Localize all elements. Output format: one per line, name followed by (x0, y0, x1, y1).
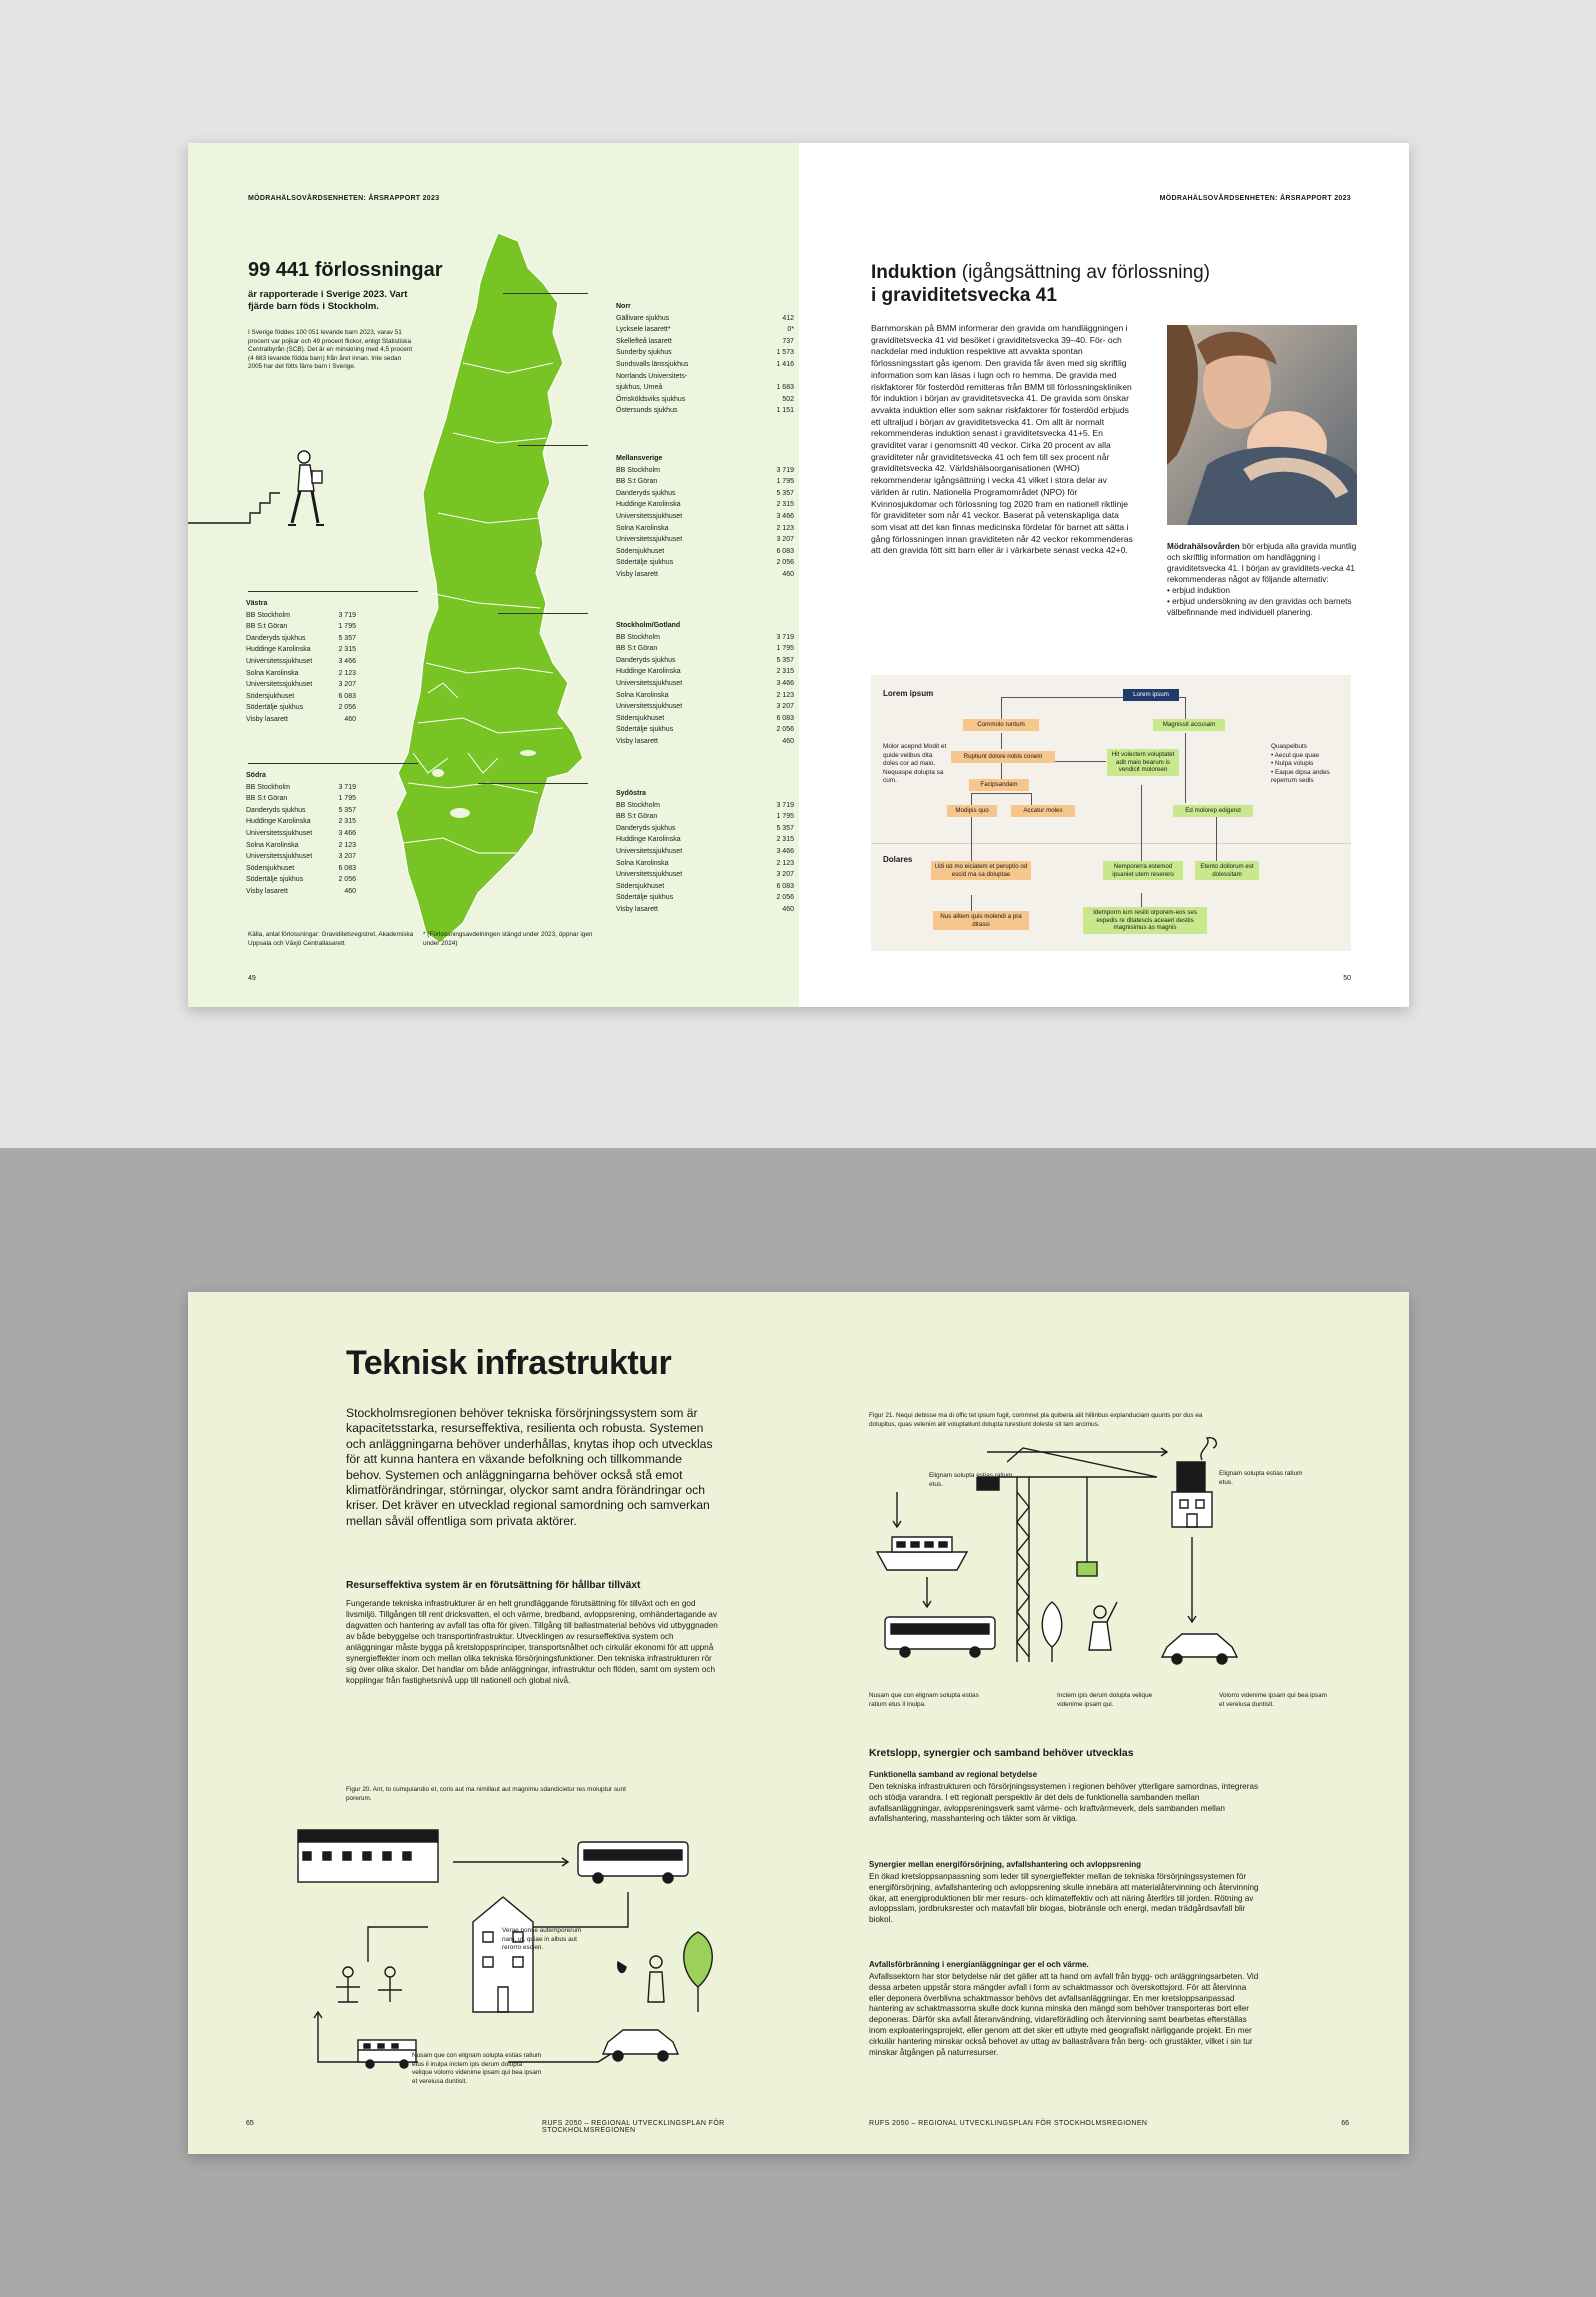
table-row: Södertälje sjukhus 2 056 (616, 559, 794, 567)
table-row: Huddinge Karolinska 2 315 (616, 668, 794, 676)
leader-line (248, 763, 418, 764)
mother-baby-photo (1167, 325, 1357, 525)
leader-line (518, 445, 588, 446)
connector (1185, 697, 1186, 721)
flow-node: Commolo runtum (963, 719, 1039, 731)
table-row: Södersjukhuset 6 083 (246, 692, 356, 700)
table-row: Universitetssjukhuset 3 207 (246, 853, 356, 861)
table-row: BB S:t Göran 1 795 (616, 645, 794, 653)
figure-callout: Inctem ipis derum dolupta velique videnime ipsam qui. (1057, 1692, 1153, 1708)
bullet-item: • erbjud undersökning av den gravidas och barnets välbefinnande med individuell planering. (1167, 597, 1352, 617)
table-row: Visby lasarett 460 (246, 887, 356, 895)
table-row: Gällivare sjukhus 412 (616, 314, 794, 322)
region-table-sodra (246, 770, 356, 898)
flow-node: Nus alitem quis molendi a pra ditassi (933, 911, 1029, 930)
page-circular-systems (799, 1292, 1409, 2154)
table-row: Sundsvalls länssjukhus 1 416 (616, 360, 794, 368)
figure-note: Verae nonse autemporerum nam, ut, quiae in albus aut rerorro escien. (502, 1927, 582, 1952)
table-row: Sunderby sjukhus 1 573 (616, 349, 794, 357)
source-note: Källa, antal förlossningar: Graviditetsregistret, Akademiska Uppsala och Växjö Centrallasarett (248, 931, 414, 947)
connector (1031, 793, 1032, 805)
connector (971, 793, 972, 805)
table-row: BB Stockholm 3 719 (246, 783, 356, 791)
page-number: 66 (1341, 2120, 1349, 2127)
figure-callout: Volorro videnime ipsam qui bea ipsam et vereiusa duntisit. (1219, 1692, 1327, 1708)
region-name: Västra (246, 600, 268, 607)
table-row: Solna Karolinska 2 123 (616, 524, 794, 532)
page-number: 65 (246, 2120, 254, 2127)
connector (1185, 733, 1186, 803)
table-row: Lycksele lasarett* 0* (616, 326, 794, 334)
table-row: BB Stockholm 3 719 (616, 633, 794, 641)
flow-node: Accatur moles (1011, 805, 1075, 817)
figure-note: Nusam que con elignam solupta estias ratium etus il inulpa inctem ipis derum dolupta velique volorro videnime ipsam qui bea ipsam et vereiusa duntisit. (412, 2052, 542, 2085)
flow-node: Ruptiunt dolore nobis conem (951, 751, 1055, 763)
flow-node: Idemporm ium resiiti orporem-eos ses expedis re ditatescis aceaeri destiis magnisimus as magnis (1083, 907, 1207, 934)
flow-node: Udi od mo eiciatem et peruptio od escid ma sa doluptae (931, 861, 1031, 880)
running-head: MÖDRAHÄLSOVÅRDSENHETEN: ÅRSRAPPORT 2023 (248, 195, 440, 202)
region-name: Södra (246, 772, 266, 779)
flow-row-label: Dolares (883, 855, 913, 864)
connector (971, 793, 1031, 794)
flow-left-note: Molor acepnd Modit et quide velibus dita doles cor ad maio. Nequaspe dolupta sa cum. (883, 743, 947, 785)
lede-text: Stockholmsregionen behöver tekniska försörjningssystem som är kapacitetsstarka, resurseffektiva, resilienta och robusta. Systemen och anläggningarna behöver underhållas, knytas ihop och utvecklas för att kunna hantera en växande befolkning och tillkommande behov. Systemen och anläggningarna behöver också stå emot klimatförändringar, störningar, olyckor samt andra förändringar och kriser. Det kräver en utvecklad regional samordning och samverkan mellan såväl offentliga som privata aktörer. (346, 1406, 713, 1528)
region-table-stockholm-gotland (616, 620, 794, 748)
page-number: 49 (248, 975, 256, 982)
table-row: BB Stockholm 3 719 (616, 801, 794, 809)
figure-caption: Figur 21. Nequi debisse ma di offic tet ipsum fugit, commnet pla quiberia alit hillinbus explanduciam quunts por dus ea dolupitus, quas velenim alit voluptatiunt dolupta turestiunt doleste sit lam arcimus. (869, 1412, 1203, 1428)
flow-heading: Lorem ipsum (883, 689, 934, 698)
table-row: Örnsköldsviks sjukhus 502 (616, 395, 794, 403)
table-row: BB S:t Göran 1 795 (616, 813, 794, 821)
subheadline: är rapporterade i Sverige 2023. Vart fjärde barn föds i Stockholm. (248, 289, 408, 312)
table-row: Södersjukhuset 6 083 (616, 547, 794, 555)
table-row: Huddinge Karolinska 2 315 (616, 501, 794, 509)
table-row: BB S:t Göran 1 795 (616, 478, 794, 486)
table-row: Danderyds sjukhus 5 357 (246, 806, 356, 814)
running-foot: RUFS 2050 – REGIONAL UTVECKLINGSPLAN FÖR STOCKHOLMSREGIONEN (542, 2120, 725, 2134)
table-row: Solna Karolinska 2 123 (246, 841, 356, 849)
list-item: • Nulpa volupis (1271, 760, 1314, 768)
table-row: Danderyds sjukhus 5 357 (616, 489, 794, 497)
table-row: Skellefteå lasarett 737 (616, 337, 794, 345)
figure-callout: Elignam solupta estias ratium etus. (1219, 1470, 1303, 1486)
flow-node: Etento dollorum est dolessitam (1195, 861, 1259, 880)
connector (1216, 817, 1217, 867)
connector (1001, 697, 1002, 721)
connector (971, 817, 972, 867)
table-row: Universitetssjukhuset 3 466 (246, 829, 356, 837)
region-name: Mellansverige (616, 455, 663, 462)
page-induction (799, 143, 1409, 1007)
region-name: Stockholm/Gotland (616, 622, 681, 629)
table-row: Huddinge Karolinska 2 315 (616, 836, 794, 844)
table-row: Universitetssjukhuset 3 207 (246, 681, 356, 689)
table-row: Östersunds sjukhus 1 151 (616, 407, 794, 415)
table-row: Visby lasarett 460 (246, 715, 356, 723)
table-row: Universitetssjukhuset 3 466 (616, 679, 794, 687)
flow-right-note: Quaspelbuts • Aecul que quae • Nulpa volupis • Eaque dipsa andes reperrum sedis (1271, 743, 1345, 786)
headline: 99 441 förlossningar (248, 259, 443, 281)
subheading: Funktionella samband av regional betydelse (869, 1770, 1038, 1779)
leader-line (478, 783, 588, 784)
table-row: Universitetssjukhuset 3 466 (616, 847, 794, 855)
running-foot: RUFS 2050 – REGIONAL UTVECKLINGSPLAN FÖR STOCKHOLMSREGIONEN (869, 2120, 1148, 2127)
bullet-item: • erbjud induktion (1167, 586, 1230, 595)
table-row: Huddinge Karolinska 2 315 (246, 818, 356, 826)
table-row: Universitetssjukhuset 3 466 (616, 512, 794, 520)
flow-node: Nemporerra estemod ipsaniet utem reserero (1103, 861, 1183, 880)
connector (1001, 733, 1002, 749)
flow-node: Ed molorep edigend (1173, 805, 1253, 817)
flow-node: Magnissit accusam (1153, 719, 1225, 731)
leader-line (248, 591, 418, 592)
subheading: Avfallsförbränning i energianläggningar ger el och värme. (869, 1960, 1089, 1969)
flow-node-root: Lorem ipsum (1123, 689, 1179, 701)
table-row: Visby lasarett 460 (616, 905, 794, 913)
leader-line (503, 293, 588, 294)
table-row: Norrlands Universitets- (616, 372, 688, 380)
table-row: Solna Karolinska 2 123 (246, 669, 356, 677)
connector (1141, 785, 1142, 867)
figure-callout: Nusam que con elignam solupta estias ratium etus il inulpa. (869, 1692, 979, 1708)
flow-divider (871, 843, 1351, 844)
region-table-vastra (246, 598, 356, 726)
region-name: Norr (616, 303, 631, 310)
region-table-mellansverige (616, 453, 794, 581)
table-row: BB S:t Göran 1 795 (246, 623, 356, 631)
table-row: Södertälje sjukhus 2 056 (616, 894, 794, 902)
list-item: • Eaque dipsa andes reperrum sedis (1271, 768, 1330, 785)
footnote: * (Förlossningsavdelningen stängd under 2023, öppnar igen under 2024) (423, 931, 593, 947)
section-title: Induktion (igångsättning av förlossning) i graviditetsvecka 41 (871, 262, 1210, 306)
table-row: Södertälje sjukhus 2 056 (616, 726, 794, 734)
region-name: Sydöstra (616, 790, 646, 797)
figure-caption: Figur 20. Ant, to cumquiandio et, coris aut ma nimillaut aut magnimu sdandicietur res moluptur sunt porerum. (346, 1786, 626, 1802)
section-title: Kretslopp, synergier och samband behöver utvecklas (869, 1748, 1134, 1759)
spread-annual-report (188, 143, 1409, 1007)
table-row: Danderyds sjukhus 5 357 (246, 634, 356, 642)
page-title: Teknisk infrastruktur (346, 1344, 672, 1382)
paragraph: Avfallssektorn har stor betydelse när det gäller att ta hand om avfall från bygg- och anläggningsarbeten. Vid dessa arbeten uppstår stora mängder avfall i form av schaktmassor och överskottsjord. För att återvinna eller deponera överblivna schaktmassor behövs det avfallsanläggningar. En mer kretsloppsanpassad hantering av schaktmassorna skulle dock kunna minska den mängd som behöver transporteras bort eller deponeras. Därför ska avfall återanvändning, vidareförädling och återvinning samt bearbetas efterställas inom exploateringsprojekt, eller genom att det sker ett utbyte med geografiskt närliggande projekt. En mer cirkulär hantering minskar också behovet av uttag av ballastråvara från berg- och grustäkter, vilket i sin tur minskar åtgången på naturresurser. (869, 1972, 1259, 2057)
body-text: Barnmorskan på BMM informerar den gravida om handläggningen i graviditetsvecka 41 vid besöket i graviditetsvecka 39–40. För- och nackdelar med induktion respektive att avvakta spontan förlossningsstart gås igenom. Den gravida får även med sig skriftlig information som kan läsas i lugn och ro hemma. De gravida med riskfaktorer för fosterdöd remitteras från BMM till förlossningskliniken för induktion i början av graviditetsvecka 41. De gravida som önskar avvakta induktion eller som saknar riskfaktorer för fosterdöd erbjuds ett ultraljud i början av graviditetsvecka 41. Om allt är normalt rekommenderas induktion senast i graviditetsvecka 41+5. En graviditet varar i genomsnitt 40 veckor. Cirka 20 procent av alla graviditeter når graviditetsvecka 41 och fem till sex procent når graviditetsvecka 42. Världshälsoorganisationen (WHO) rekommenderar igångsättning i vecka 41 vilket i stora delar av världen är rutin. Nationella Programområdet (NPO) för Kvinnosjukdomar och förlossning tog 2020 fram en nationell riktlinje för graviditeter som når 41 veckor. Baserat på vetenskapliga data som visat att det kan finnas medicinska fördelar för barnet att sätta i gång förlossningen innan graviditeten når 42 veckor rekommenderas att den gravida fött sitt barn eller är i värkarbete senast vecka 42+0. (871, 323, 1133, 556)
page-number: 50 (1343, 975, 1351, 982)
body-text: Fungerande tekniska infrastrukturer är en helt grundläggande förutsättning för tillväxt och en god livsmiljö. Tillgången till rent dricksvatten, el och värme, bredband, avloppsrening, omhändertagande av dagvatten och hantering av avfall tas ofta för given. Tillgång till ballastmaterial behövs vid utbyggnaden av både bebyggelse och transportinfrastruktur. Utvecklingen av resurseffektiva system och anläggningar måste bygga på kretsloppsprinciper, transportsnålhet och cirkulär ekonomi för att uppnå synergieffekter inom och mellan olika tekniska försörjningsfunktioner. Den tekniska infrastrukturen rör sig över olika skalor. Det handlar om både anläggningar, infrastruktur och flöden, samt om system och kopplingar från fastighetsnivå upp till nationell och global nivå. (346, 1599, 718, 1685)
connector (971, 895, 972, 911)
walker-illustration (188, 443, 348, 538)
subhead: Resurseffektiva system är en förutsättning för hållbar tillväxt (346, 1580, 641, 1591)
table-row: BB Stockholm 3 719 (246, 611, 356, 619)
flow-node: Facipsandam (969, 779, 1029, 791)
region-table-norr (616, 301, 794, 417)
table-row: Södertälje sjukhus 2 056 (246, 704, 356, 712)
subheading: Synergier mellan energiförsörjning, avfallshantering och avloppsrening (869, 1860, 1142, 1869)
running-head: MÖDRAHÄLSOVÅRDSENHETEN: ÅRSRAPPORT 2023 (1159, 195, 1351, 202)
flowchart-box (871, 675, 1351, 951)
flow-node: Hit volectem voluptatet adit maio bearum is vendicit moloreen (1107, 749, 1179, 776)
table-row: Södersjukhuset 6 083 (616, 882, 794, 890)
table-row: sjukhus, Umeå 1 683 (616, 384, 794, 392)
infrastructure-illustration (867, 1432, 1267, 1682)
sweden-map (368, 213, 618, 953)
table-row: Solna Karolinska 2 123 (616, 859, 794, 867)
intro-text: I Sverige föddes 100 051 levande barn 2023, varav 51 procent var pojkar och 49 procent flickor, enligt Statistiska Centralbyrån (SCB). Det är en minskning med 4,5 procent (4 683 levande födda barn) från året innan. Inte sedan 2005 har det fötts färre barn i Sverige. (248, 329, 413, 371)
table-row: Solna Karolinska 2 123 (616, 691, 794, 699)
paragraph: Den tekniska infrastrukturen och försörjningssystemen i regionen behöver ytterligare samordnas, integreras och stödja varandra. I ett regionalt perspektiv är det dels de funktionella sambanden mellan avfallsanläggningar, avloppsreningsverk samt värme- och kraftvärmeverk, dels sambanden mellan avfallshantering, masshantering och täkter som är viktiga. (869, 1782, 1259, 1824)
table-row: Universitetssjukhuset 3 466 (246, 657, 356, 665)
spread-infrastructure (188, 1292, 1409, 2154)
leader-line (498, 613, 588, 614)
paragraph: En ökad kretsloppsanpassning som leder till synergieffekter mellan de tekniska försörjningssystemen för energiförsörjning, avfallshantering och avloppsrening skulle innebära att materialåtervinning och återvinning ökar, att energiproduktionen blir mer resurs- och klimateffektiv och att näring återförs till jorden. Rötning av avloppsslam, jordbruksrester och matavfall blir biogas, biobränsle och energi, medan trädgårdsavfall blir biokol. (869, 1872, 1259, 1925)
figure-callout: Elignam solupta estias ratium etus. (929, 1472, 1013, 1488)
table-row: Universitetssjukhuset 3 207 (616, 871, 794, 879)
page-technical-infrastructure (188, 1292, 799, 2154)
flow-node: Modipis quo (947, 805, 997, 817)
side-note: Mödrahälsovården bör erbjuda alla gravida muntlig och skriftlig information om handläggning i graviditetsvecka 41. I början av graviditets-vecka 41 rekommenderas något av följande alternativ: • erbjud induktion • erbjud undersökning av den gravidas och barnets välbefinnande med individuell planering. (1167, 541, 1363, 618)
table-row: Södertälje sjukhus 2 056 (246, 876, 356, 884)
table-row: Huddinge Karolinska 2 315 (246, 646, 356, 654)
table-row: Visby lasarett 460 (616, 737, 794, 745)
table-row: Universitetssjukhuset 3 207 (616, 536, 794, 544)
table-row: Danderyds sjukhus 5 357 (616, 824, 794, 832)
table-row: Södersjukhuset 6 083 (246, 864, 356, 872)
table-row: Visby lasarett 460 (616, 570, 794, 578)
region-table-sydostra (616, 788, 794, 916)
table-row: Södersjukhuset 6 083 (616, 714, 794, 722)
table-row: BB S:t Göran 1 795 (246, 795, 356, 803)
table-row: BB Stockholm 3 719 (616, 466, 794, 474)
table-row: Universitetssjukhuset 3 207 (616, 703, 794, 711)
list-item: • Aecul que quae (1271, 751, 1320, 759)
page-births-map (188, 143, 799, 1007)
table-row: Danderyds sjukhus 5 357 (616, 656, 794, 664)
